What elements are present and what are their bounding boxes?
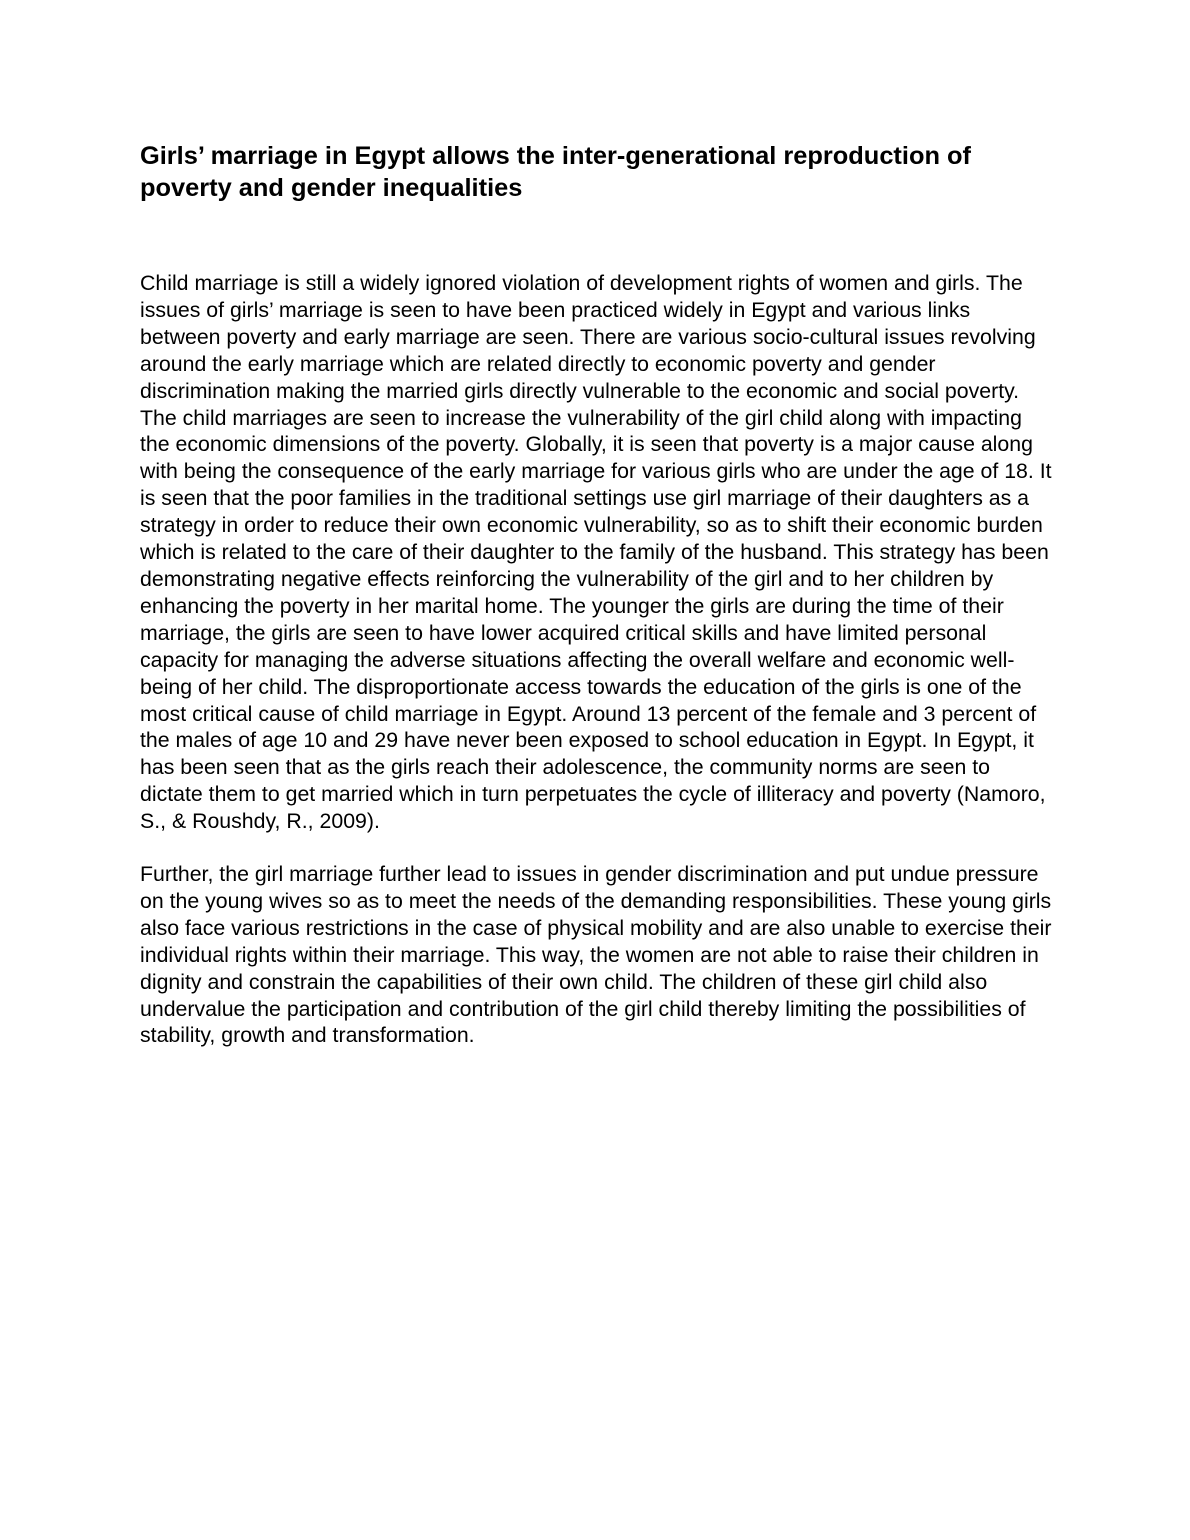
body-paragraph-1: Child marriage is still a widely ignored violation of development rights of women and girls. The issues of girls’ marriage is seen to have been practiced widely in Egypt and various links between poverty and early marriage are seen. There are various socio-cultural issues revolving around the early marriage which are related directly to economic poverty and gender discrimination making the married girls directly vulnerable to the economic and social poverty. The child marriages are seen to increase the vulnerability of the girl child along with impacting the economic dimensions of the poverty. Globally, it is seen that poverty is a major cause along with being the consequence of the early marriage for various girls who are under the age of 18. It is seen that the poor families in the traditional settings use girl marriage of their daughters as a strategy in order to reduce their own economic vulnerability, so as to shift their economic burden which is related to the care of their daughter to the family of the husband. This strategy has been demonstrating negative effects reinforcing the vulnerability of the girl and to her children by enhancing the poverty in her marital home. The younger the girls are during the time of their marriage, the girls are seen to have lower acquired critical skills and have limited personal capacity for managing the adverse situations affecting the overall welfare and economic well-being of her child. The disproportionate access towards the education of the girls is one of the most critical cause of child marriage in Egypt. Around 13 percent of the female and 3 percent of the males of age 10 and 29 have never been exposed to school education in Egypt. In Egypt, it has been seen that as the girls reach their adolescence, the community norms are seen to dictate them to get married which in turn perpetuates the cycle of illiteracy and poverty (Namoro, S., & Roushdy, R., 2009). — [140, 271, 1052, 834]
document-content — [140, 140, 1052, 1075]
document-title: Girls’ marriage in Egypt allows the inter-generational reproduction of poverty and gender inequalities — [140, 142, 971, 202]
document-body — [140, 270, 1052, 1049]
body-paragraph-2: Further, the girl marriage further lead to issues in gender discrimination and put undue pressure on the young wives so as to meet the needs of the demanding responsibilities. These young girls also face various restrictions in the case of physical mobility and are also unable to exercise their individual rights within their marriage. This way, the women are not able to raise their children in dignity and constrain the capabilities of their own child. The children of these girl child also undervalue the participation and contribution of the girl child thereby limiting the possibilities of stability, growth and transformation. — [140, 862, 1052, 1048]
